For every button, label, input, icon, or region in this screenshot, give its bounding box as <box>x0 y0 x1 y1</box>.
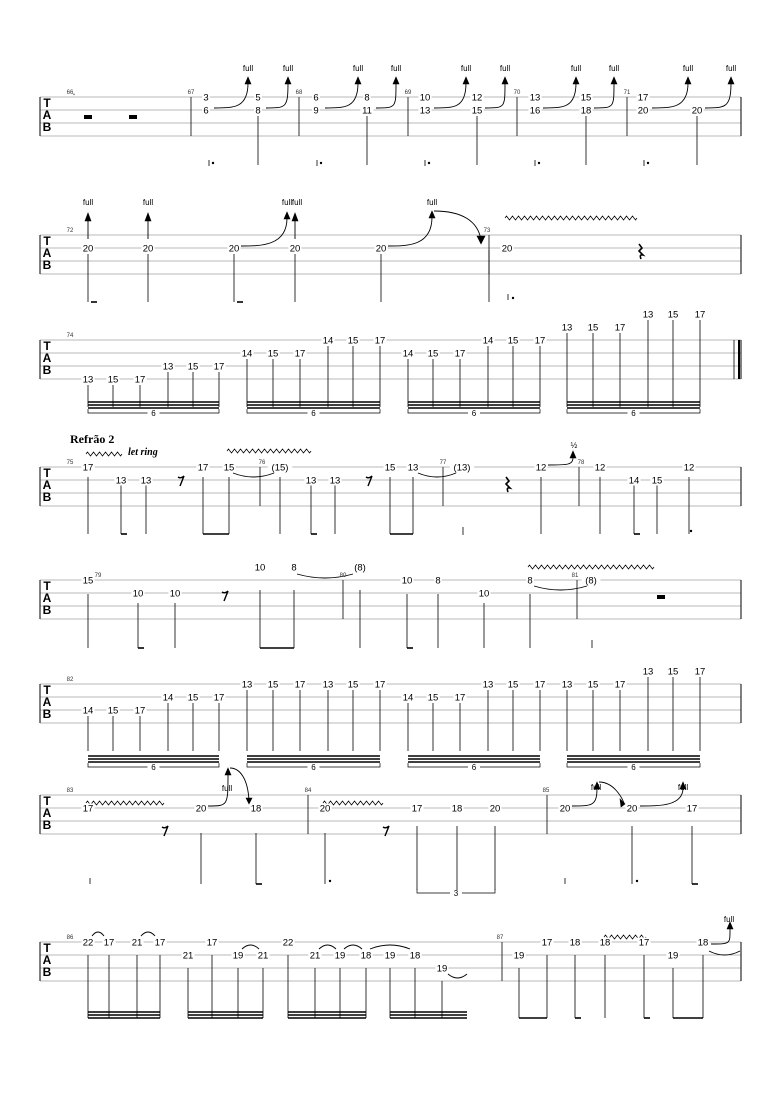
bend-arrowhead <box>728 77 734 84</box>
fret-number: 20 <box>82 243 94 255</box>
fret-number: 10 <box>254 562 266 574</box>
fret-number: 12 <box>683 462 695 474</box>
bend-label-full: full <box>242 64 254 73</box>
tie <box>534 586 587 590</box>
fret-number: 18 <box>580 105 592 117</box>
tab-letter-b: B <box>42 120 52 134</box>
tab-letter-a: A <box>42 591 52 605</box>
tab-letter-b: B <box>42 363 52 377</box>
fret-number: 17 <box>534 335 546 347</box>
eighth-rest <box>162 826 168 836</box>
measure-number: 84 <box>304 788 312 794</box>
fret-number: 17 <box>637 92 649 104</box>
bend-label-full: full <box>723 915 735 924</box>
tab-letter-t: T <box>43 234 51 248</box>
fret-number: 15 <box>651 475 663 487</box>
fret-number: (8) <box>585 575 597 587</box>
fret-number: 17 <box>213 692 225 704</box>
vibrato-line <box>227 449 311 453</box>
bend-arrowhead <box>611 77 617 84</box>
tuplet-number: 6 <box>471 409 477 418</box>
tab-letter-a: A <box>42 351 52 365</box>
bend-label-full: full <box>677 783 689 792</box>
whole-rest <box>657 595 665 599</box>
dot <box>636 880 638 882</box>
fret-number: 17 <box>454 348 466 360</box>
fret-number: 13 <box>322 679 334 691</box>
tie <box>418 473 456 477</box>
tie <box>92 932 104 936</box>
fret-number: 17 <box>134 705 146 717</box>
tab-letter-t: T <box>43 466 51 480</box>
fret-number: 13 <box>305 475 317 487</box>
tuplet-number: 6 <box>151 409 156 418</box>
fret-number: 11 <box>362 105 372 117</box>
bend-curve <box>388 217 432 246</box>
section-label-refrain: Refrão 2 <box>70 432 115 446</box>
bend-label-full: full <box>682 64 694 73</box>
bend-curve <box>640 788 683 806</box>
fret-number: 13 <box>162 361 174 373</box>
fret-number: 17 <box>134 374 146 386</box>
vibrato-line <box>86 452 122 456</box>
fret-number: 18 <box>697 937 709 949</box>
fret-number: 17 <box>197 462 209 474</box>
measure-number: 75 <box>66 460 74 466</box>
staves <box>40 97 741 981</box>
bend-curve <box>434 83 466 108</box>
fret-number: 14 <box>241 348 253 360</box>
bend-arrowhead <box>463 77 469 84</box>
fret-number: 19 <box>334 950 346 962</box>
tuplet-number: 6 <box>631 763 636 772</box>
fret-number: 16 <box>529 105 541 117</box>
fret-number: 20 <box>501 243 513 255</box>
fret-number: 8 <box>291 562 297 574</box>
dot <box>690 530 692 532</box>
bend-curve <box>214 83 248 108</box>
tab-letter-b: B <box>42 603 52 617</box>
fret-number: 20 <box>289 243 301 255</box>
measure-number: 78 <box>577 460 585 466</box>
fret-number: 21 <box>131 937 143 949</box>
fret-number: 20 <box>375 243 387 255</box>
eighth-rest <box>178 476 184 486</box>
tuplet-number: 6 <box>471 763 477 772</box>
measure-number: 71 <box>623 90 631 96</box>
bend-curve <box>325 83 358 108</box>
fret-number: 17 <box>82 803 94 815</box>
bend-arrowhead <box>225 768 231 775</box>
fret-number: 15 <box>427 692 439 704</box>
tuplet-number: 6 <box>311 763 316 772</box>
tab-letter-a: A <box>42 478 52 492</box>
fret-number: 8 <box>364 92 370 104</box>
bend-curve <box>705 83 731 108</box>
measure-number: 87 <box>496 935 504 941</box>
fret-number: 17 <box>411 803 423 815</box>
dot <box>512 297 514 299</box>
bend-label-full: full <box>570 64 582 73</box>
fret-number: 15 <box>267 679 279 691</box>
fret-number: 19 <box>667 950 679 962</box>
tab-letter-b: B <box>42 707 52 721</box>
bend-arrowhead <box>355 77 361 84</box>
bend-curve <box>485 83 505 108</box>
tie <box>344 945 362 949</box>
fret-number: 15 <box>507 679 519 691</box>
fret-number: 13 <box>82 374 94 386</box>
fret-number: 15 <box>267 348 279 360</box>
bend-label-half: ½ <box>570 441 578 450</box>
tab-letter-a: A <box>42 108 52 122</box>
fret-number: 17 <box>374 335 386 347</box>
fret-number: 18 <box>569 937 581 949</box>
dot <box>647 162 649 164</box>
fret-number: 19 <box>384 950 396 962</box>
tie <box>319 945 336 949</box>
measure-number: 68 <box>295 90 303 96</box>
fret-number: 17 <box>541 937 553 949</box>
measure-repeat-mark: “ <box>73 94 75 100</box>
bend-label-full: full <box>590 783 602 792</box>
fret-number: 17 <box>614 679 626 691</box>
fret-number: 15 <box>384 462 396 474</box>
fret-number: 15 <box>82 575 94 587</box>
fret-number: 8 <box>435 575 441 587</box>
bend-curve <box>543 83 576 108</box>
fret-number: 15 <box>107 374 119 386</box>
measure-number: 73 <box>483 228 491 234</box>
fret-number: 13 <box>482 679 494 691</box>
bend-label-full: full <box>221 784 233 793</box>
bend-curve <box>594 83 614 108</box>
fret-number: 20 <box>142 243 154 255</box>
measure-number: 66 <box>66 90 74 96</box>
tuplet-number: 3 <box>453 889 459 898</box>
fret-number: 17 <box>206 937 218 949</box>
bend-arrowhead <box>570 451 576 458</box>
fret-number: (13) <box>453 462 471 474</box>
fret-number: 5 <box>255 92 261 104</box>
fret-number: 20 <box>195 803 207 815</box>
tab-letter-t: T <box>43 683 51 697</box>
bend-curve <box>711 928 730 944</box>
fret-number: (8) <box>354 562 366 574</box>
tab-letter-b: B <box>42 818 52 832</box>
measure-number: 79 <box>94 573 102 579</box>
fret-number: 15 <box>587 679 599 691</box>
bend-label-full: full <box>291 198 303 207</box>
fret-number: 13 <box>407 462 419 474</box>
measure-number: 70 <box>513 90 521 96</box>
fret-number: (15) <box>271 462 289 474</box>
tab-letter-t: T <box>43 941 51 955</box>
fret-number: 14 <box>402 348 414 360</box>
fret-number: 15 <box>107 705 119 717</box>
fret-number: 15 <box>587 322 599 334</box>
quarter-rest <box>639 244 643 259</box>
fret-number: 13 <box>329 475 341 487</box>
dot <box>212 162 214 164</box>
fret-number: 20 <box>228 243 240 255</box>
bend-label-full: full <box>281 198 293 207</box>
quarter-rest <box>506 477 510 492</box>
tuplet-number: 6 <box>311 409 316 418</box>
tab-letter-t: T <box>43 96 51 110</box>
bend-label-full: full <box>282 64 294 73</box>
fret-number: 12 <box>594 462 606 474</box>
tab-letter-b: B <box>42 490 52 504</box>
eighth-rest <box>366 476 372 486</box>
fret-number: 17 <box>294 348 306 360</box>
fret-number: 19 <box>513 950 525 962</box>
fret-number: 13 <box>419 105 431 117</box>
fret-number: 20 <box>626 803 638 815</box>
bend-label-full: full <box>142 198 154 207</box>
measure-number: 81 <box>571 573 579 579</box>
fret-number: 13 <box>561 679 573 691</box>
fret-number: 17 <box>103 937 115 949</box>
bend-arrowhead <box>292 213 298 221</box>
fret-number: 20 <box>691 105 703 117</box>
release-curve <box>230 768 249 801</box>
fret-number: 17 <box>638 937 650 949</box>
dot <box>538 162 540 164</box>
fret-number: 12 <box>471 92 483 104</box>
tie <box>370 945 410 949</box>
dot <box>320 162 322 164</box>
fret-number: 10 <box>478 588 490 600</box>
fret-number: 15 <box>187 692 199 704</box>
release-curve <box>434 211 481 240</box>
bend-label-full: full <box>499 64 511 73</box>
bend-label-full: full <box>426 198 438 207</box>
bend-arrowhead <box>502 77 508 84</box>
bend-curve <box>266 83 288 108</box>
bend-curve <box>652 83 688 108</box>
vibrato-line <box>323 801 383 805</box>
fret-number: 15 <box>347 335 359 347</box>
bend-arrowhead <box>429 211 435 218</box>
tab-letter-b: B <box>42 965 52 979</box>
fret-number: 18 <box>360 950 372 962</box>
measure-number: 77 <box>439 460 447 466</box>
tie <box>233 473 274 477</box>
fret-number: 14 <box>82 705 94 717</box>
fret-number: 10 <box>419 92 431 104</box>
tuplet-number: 6 <box>151 763 156 772</box>
bend-curve <box>548 457 573 465</box>
fret-number: 15 <box>667 309 679 321</box>
whole-rest <box>84 115 92 119</box>
tab-letter-a: A <box>42 246 52 260</box>
fret-number: 15 <box>471 105 483 117</box>
tab-letter-t: T <box>43 579 51 593</box>
fret-number: 18 <box>451 803 463 815</box>
fret-number: 13 <box>140 475 152 487</box>
measure-number: 67 <box>187 90 195 96</box>
bend-label-full: full <box>352 64 364 73</box>
fret-number: 3 <box>203 92 209 104</box>
marks <box>84 77 740 1018</box>
fret-number: 17 <box>154 937 166 949</box>
fret-number: 18 <box>599 937 611 949</box>
vibrato-line <box>86 801 164 805</box>
measure-number: 86 <box>66 935 74 941</box>
measure-number: 76 <box>258 460 266 466</box>
fret-number: 15 <box>427 348 439 360</box>
tie <box>448 974 467 978</box>
measure-number: 69 <box>404 90 412 96</box>
fret-number: 21 <box>257 950 269 962</box>
fret-number: 13 <box>115 475 127 487</box>
tab-letter-t: T <box>43 339 51 353</box>
bend-label-full: full <box>460 64 472 73</box>
fret-number: 17 <box>614 322 626 334</box>
fret-number: 22 <box>282 937 294 949</box>
fret-number: 13 <box>561 322 573 334</box>
fret-number: 17 <box>454 692 466 704</box>
measure-number: 82 <box>66 677 74 683</box>
fret-number: 17 <box>294 679 306 691</box>
bend-arrowhead <box>284 212 290 219</box>
fret-number: 17 <box>534 679 546 691</box>
measure-number: 83 <box>66 788 74 794</box>
bend-label-full: full <box>82 198 94 207</box>
measure-number: 85 <box>542 788 550 794</box>
dot <box>428 162 430 164</box>
fret-number: 15 <box>507 335 519 347</box>
fret-number: 14 <box>628 475 640 487</box>
whole-rest <box>129 115 137 119</box>
tuplet-number: 6 <box>631 409 636 418</box>
fret-number: 6 <box>313 92 319 104</box>
fret-number: 13 <box>529 92 541 104</box>
fret-number: 14 <box>402 692 414 704</box>
fret-number: 13 <box>642 666 654 678</box>
bend-arrowhead <box>573 77 579 84</box>
measure-number: 74 <box>66 333 74 339</box>
fret-number: 9 <box>313 105 319 117</box>
fret-number: 18 <box>250 803 262 815</box>
dot <box>329 880 331 882</box>
fret-number: 15 <box>187 361 199 373</box>
fret-number: 22 <box>82 937 94 949</box>
bend-curve <box>376 83 396 108</box>
vibrato-line <box>505 216 637 220</box>
bend-arrowhead <box>285 77 291 84</box>
fret-number: 17 <box>686 803 698 815</box>
measure-number: 72 <box>66 228 74 234</box>
tie <box>141 932 155 936</box>
fret-number: 15 <box>580 92 592 104</box>
eighth-rest <box>222 591 228 601</box>
fret-number: 20 <box>559 803 571 815</box>
fret-number: 20 <box>637 105 649 117</box>
eighth-rest <box>383 826 389 836</box>
let-ring-label: let ring <box>128 447 158 458</box>
fret-number: 13 <box>642 309 654 321</box>
fret-number: 10 <box>132 588 144 600</box>
measure-number: 80 <box>339 573 347 579</box>
fret-number: 10 <box>169 588 181 600</box>
fret-number: 20 <box>319 803 331 815</box>
tab-letter-a: A <box>42 953 52 967</box>
fret-number: 15 <box>223 462 235 474</box>
fret-number: 17 <box>213 361 225 373</box>
bend-label-full: full <box>608 64 620 73</box>
fret-number: 14 <box>322 335 334 347</box>
bend-arrowhead <box>85 213 91 221</box>
bend-label-full: full <box>390 64 402 73</box>
bend-arrowhead <box>245 77 251 84</box>
fret-number: 17 <box>694 666 706 678</box>
bend-label-full: full <box>725 64 737 73</box>
fret-number: 17 <box>82 462 94 474</box>
fret-number: 17 <box>694 309 706 321</box>
release-arrowhead <box>477 236 485 244</box>
bend-arrowhead <box>685 77 691 84</box>
tab-letter-t: T <box>43 794 51 808</box>
fret-number: 19 <box>232 950 244 962</box>
vibrato-line <box>528 565 654 569</box>
tie <box>242 945 259 949</box>
fret-number: 15 <box>667 666 679 678</box>
fret-number: 8 <box>527 575 533 587</box>
fret-number: 20 <box>489 803 501 815</box>
bend-arrowhead <box>393 77 399 84</box>
fret-number: 13 <box>241 679 253 691</box>
bend-arrowhead <box>145 213 151 221</box>
fret-number: 8 <box>255 105 261 117</box>
fret-number: 18 <box>409 950 421 962</box>
fret-number: 12 <box>535 462 547 474</box>
tab-letter-a: A <box>42 806 52 820</box>
fret-number: 14 <box>482 335 494 347</box>
tab-letter-a: A <box>42 695 52 709</box>
bend-curve <box>241 218 287 246</box>
fret-number: 19 <box>436 963 448 975</box>
tab-letter-b: B <box>42 258 52 272</box>
fret-number: 17 <box>374 679 386 691</box>
fret-number: 10 <box>401 575 413 587</box>
fret-number: 21 <box>182 950 194 962</box>
fret-number: 15 <box>347 679 359 691</box>
fret-number: 21 <box>309 950 321 962</box>
fret-number: 6 <box>203 105 209 117</box>
fret-number: 14 <box>162 692 174 704</box>
tie <box>709 951 740 955</box>
